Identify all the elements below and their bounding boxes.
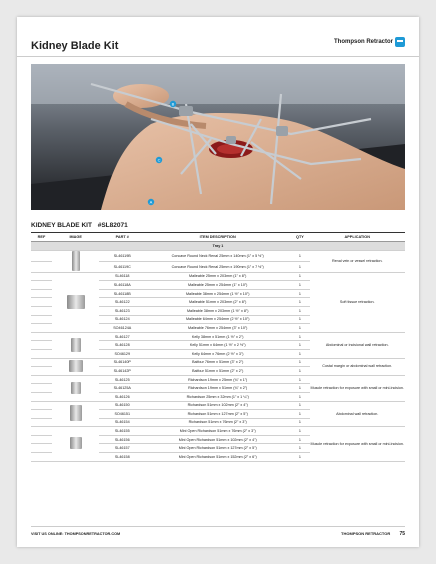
item-description: Richardson 25mm x 32mm (1" x 1 ¼") [145, 392, 290, 401]
application-text: Renal vein or vessel retraction. [310, 250, 406, 272]
part-number: SL46123 [99, 306, 145, 315]
tray-row [31, 242, 405, 251]
part-number: SL46128 [99, 341, 145, 350]
item-description: Richardson 19mm x 25mm (¾" x 1") [145, 375, 290, 384]
item-description: Malleable 51mm x 203mm (2" x 8") [145, 298, 290, 307]
ref-cell [31, 375, 52, 384]
blade-thumbnail [70, 405, 82, 421]
item-quantity: 1 [290, 453, 309, 462]
ref-cell [31, 332, 52, 341]
blade-thumbnail [69, 360, 83, 372]
parts-table-body [31, 242, 405, 462]
item-quantity: 1 [290, 298, 309, 307]
item-quantity: 1 [290, 324, 309, 333]
ref-cell [31, 435, 52, 444]
kit-heading [31, 222, 132, 229]
part-number: SL46140P [99, 358, 145, 367]
part-number: SL46118A [99, 281, 145, 290]
part-number: SL46119C [99, 261, 145, 272]
item-description: Richardson 19mm x 51mm (¾" x 2") [145, 384, 290, 393]
page-title: Kidney Blade Kit [31, 40, 119, 52]
footer-brand [341, 531, 405, 537]
ref-cell [31, 298, 52, 307]
item-description: Kelly 51mm x 64mm (1 ½" x 2 ½") [145, 341, 290, 350]
item-description: Mini Open Richardson 51mm x 76mm (2" x 3") [145, 427, 290, 436]
kit-name: KIDNEY BLADE KIT [31, 222, 92, 229]
item-description: Balfour 76mm x 51mm (3" x 2") [145, 358, 290, 367]
footer-visit-label: VISIT US ONLINE: [31, 532, 64, 536]
retractor-logo-icon [395, 37, 405, 47]
item-description: Mini Open Richardson 51mm x 102mm (2" x 4") [145, 435, 290, 444]
item-description: Malleable 25mm x 254mm (1" x 10") [145, 281, 290, 290]
ref-cell [31, 341, 52, 350]
part-number: SL46157 [99, 444, 145, 453]
item-quantity: 1 [290, 375, 309, 384]
blade-thumbnail [70, 437, 82, 449]
item-quantity: 1 [290, 410, 309, 419]
surgical-setup-image [31, 64, 405, 210]
application-text: Soft tissue retraction. [310, 272, 406, 332]
item-description: Malleable 76mm x 254mm (3" x 10") [145, 324, 290, 333]
item-quantity: 1 [290, 418, 309, 427]
item-quantity: 1 [290, 435, 309, 444]
part-number: SL46118 [99, 272, 145, 281]
item-quantity: 1 [290, 250, 309, 261]
ref-cell [31, 418, 52, 427]
ref-cell [31, 272, 52, 281]
application-text: Muscle retraction for exposure with small or mini-incision. [310, 427, 406, 461]
application-text: Muscle retraction for exposure with small or mini-incision. [310, 375, 406, 401]
table-row [31, 375, 405, 384]
part-number: SL46142P [99, 367, 145, 376]
tray-label: Tray 1 [31, 242, 405, 251]
part-number: SL46158 [99, 453, 145, 462]
item-quantity: 1 [290, 401, 309, 410]
blade-image-cell [52, 332, 99, 358]
ref-cell [31, 453, 52, 462]
ref-cell [31, 358, 52, 367]
ref-cell [31, 324, 52, 333]
part-number: SL46126 [99, 392, 145, 401]
item-quantity: 1 [290, 358, 309, 367]
page-number: 75 [399, 531, 405, 537]
ref-cell [31, 444, 52, 453]
item-description: Malleable 25mm x 203mm (1" x 8") [145, 272, 290, 281]
column-header: PART # [99, 233, 145, 242]
hero-label-b: B [171, 101, 175, 107]
item-quantity: 1 [290, 341, 309, 350]
blade-image-cell [52, 272, 99, 332]
catalog-page [17, 17, 419, 547]
blade-image-cell [52, 427, 99, 461]
item-quantity: 1 [290, 444, 309, 453]
item-description: Mini Open Richardson 51mm x 127mm (2" x 5") [145, 444, 290, 453]
ref-cell [31, 401, 52, 410]
application-text: Abdominal wall retraction. [310, 401, 406, 427]
item-quantity: 1 [290, 349, 309, 358]
blade-thumbnail [71, 338, 81, 352]
blade-thumbnail [72, 251, 80, 271]
table-row [31, 427, 405, 436]
column-header: APPLICATION [310, 233, 406, 242]
blade-image-cell [52, 401, 99, 427]
ref-cell [31, 261, 52, 272]
part-number: SL46118B [99, 289, 145, 298]
hero-label-c: C [157, 157, 161, 163]
part-number: SO46124A [99, 324, 145, 333]
part-number: SL46119B [99, 250, 145, 261]
item-quantity: 1 [290, 332, 309, 341]
footer-brand-name: THOMPSON RETRACTOR [341, 531, 391, 536]
ref-cell [31, 410, 52, 419]
part-number: SL46156 [99, 435, 145, 444]
item-quantity: 1 [290, 272, 309, 281]
item-description: Kelly 64mm x 76mm (2 ½" x 3") [145, 349, 290, 358]
part-number: SO46129 [99, 349, 145, 358]
part-number: SL46127 [99, 332, 145, 341]
column-header: REF [31, 233, 52, 242]
item-description: Malleable 64mm x 254mm (2 ½" x 10") [145, 315, 290, 324]
item-quantity: 1 [290, 427, 309, 436]
parts-table [31, 232, 405, 462]
item-quantity: 1 [290, 281, 309, 290]
part-number: SL46124 [99, 315, 145, 324]
ref-cell [31, 250, 52, 261]
item-description: Richardson 51mm x 76mm (2" x 3") [145, 418, 290, 427]
blade-image-cell [52, 375, 99, 401]
item-quantity: 1 [290, 289, 309, 298]
ref-cell [31, 315, 52, 324]
item-description: Malleable 38mm x 254mm (1 ½" x 10") [145, 289, 290, 298]
ref-cell [31, 427, 52, 436]
item-description: Kelly 38mm x 51mm (1 ½" x 2") [145, 332, 290, 341]
blade-thumbnail [67, 295, 85, 309]
ref-cell [31, 367, 52, 376]
item-quantity: 1 [290, 367, 309, 376]
item-description: Richardson 51mm x 102mm (2" x 4") [145, 401, 290, 410]
footer-website [31, 532, 120, 536]
header-divider [17, 56, 419, 57]
brand-name: Thompson Retractor [333, 39, 393, 45]
item-quantity: 1 [290, 315, 309, 324]
column-header: QTY [290, 233, 309, 242]
item-description: Concave Round Neck Renal 25mm x 140mm (1" x 5 ½") [145, 250, 290, 261]
part-number: SO46151 [99, 410, 145, 419]
kit-number: #SL82071 [97, 222, 128, 229]
item-quantity: 1 [290, 261, 309, 272]
brand-logo [334, 37, 405, 47]
ref-cell [31, 384, 52, 393]
table-row [31, 358, 405, 367]
table-row [31, 250, 405, 261]
item-description: Malleable 38mm x 203mm (1 ½" x 8") [145, 306, 290, 315]
item-description: Balfour 51mm x 51mm (2" x 2") [145, 367, 290, 376]
blade-image-cell [52, 358, 99, 375]
table-row [31, 272, 405, 281]
item-description: Concave Round Neck Renal 25mm x 190mm (1" x 7 ½") [145, 261, 290, 272]
item-quantity: 1 [290, 384, 309, 393]
column-header: ITEM DESCRIPTION [145, 233, 290, 242]
item-description: Richardson 51mm x 127mm (2" x 5") [145, 410, 290, 419]
table-header-row [31, 233, 405, 242]
blade-image-cell [52, 250, 99, 272]
ref-cell [31, 392, 52, 401]
retractor-illustration [31, 64, 405, 210]
part-number: SL46125 [99, 375, 145, 384]
part-number: SL46125A [99, 384, 145, 393]
blade-thumbnail [71, 382, 81, 394]
hero-label-a: A [149, 199, 153, 205]
ref-cell [31, 289, 52, 298]
item-description: Mini Open Richardson 51mm x 152mm (2" x 6") [145, 453, 290, 462]
footer-site-link[interactable]: THOMPSONRETRACTOR.COM [64, 532, 121, 536]
part-number: SL46122 [99, 298, 145, 307]
part-number: SL46154 [99, 418, 145, 427]
application-text: Costal margin or abdominal wall retraction. [310, 358, 406, 375]
ref-cell [31, 349, 52, 358]
part-number: SL46150 [99, 401, 145, 410]
column-header: IMAGE [52, 233, 99, 242]
ref-cell [31, 306, 52, 315]
table-row [31, 332, 405, 341]
item-quantity: 1 [290, 306, 309, 315]
item-quantity: 1 [290, 392, 309, 401]
part-number: SL46155 [99, 427, 145, 436]
table-row [31, 401, 405, 410]
ref-cell [31, 281, 52, 290]
footer-divider [31, 526, 405, 527]
application-text: Abdominal or incisional wall retraction. [310, 332, 406, 358]
